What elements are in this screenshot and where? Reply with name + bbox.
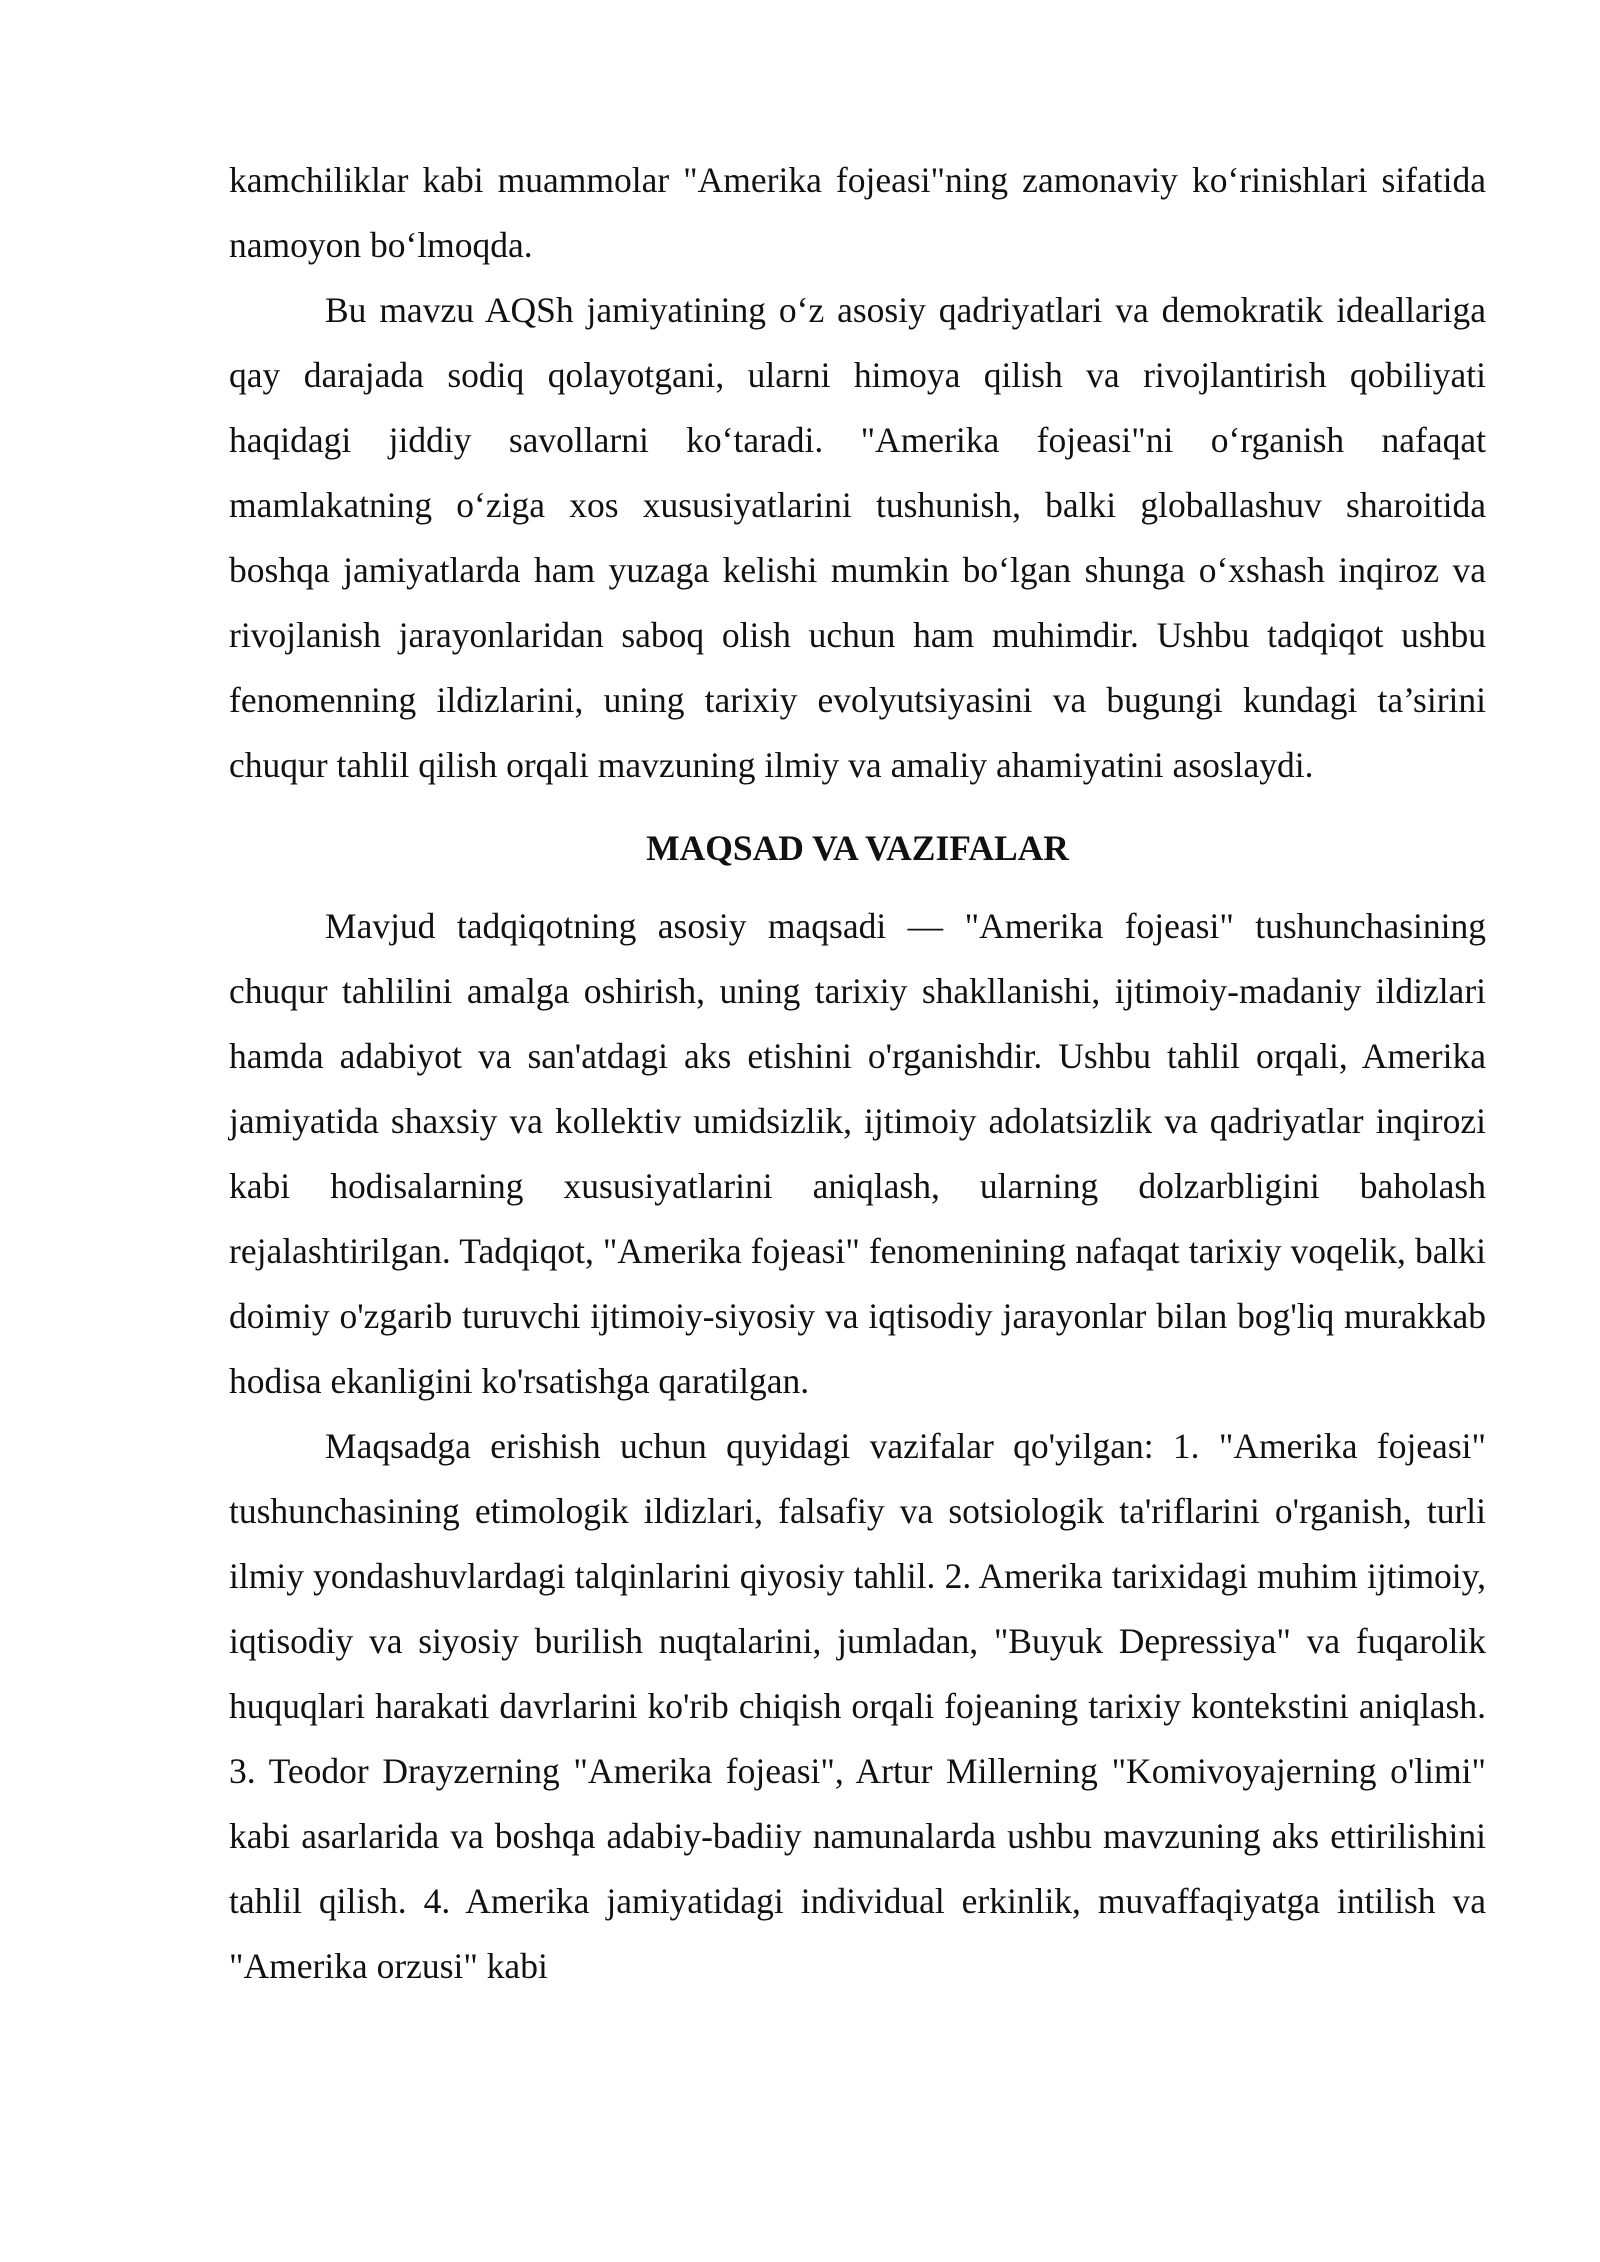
section-heading: MAQSAD VA VAZIFALAR [646,828,1069,868]
paragraph-goal: Mavjud tadqiqotning asosiy maqsadi — "Amerika fojeasi" tushunchasining chuqur tahlilini amalga oshirish, uning tarixiy shakllanishi, ijtimoiy-madaniy ildizlari hamda adabiyot va san'atdagi aks etishini o'rganishdir. Ushbu tahlil orqali, Amerika jamiyatida shaxsiy va kollektiv umidsizlik, ijtimoiy adolatsizlik va qadriyatlar inqirozi kabi hodisalarning xususiyatlarini aniqlash, ularning dolzarbligini baholash rejalashtirilgan. Tadqiqot, "Amerika fojeasi" fenomenining nafaqat tarixiy voqelik, balki doimiy o'zgarib turuvchi ijtimoiy-siyosiy va iqtisodiy jarayonlar bilan bog'liq murakkab hodisa ekanligini ko'rsatishga qaratilgan. [229,906,1486,1401]
document-page [229,148,1486,1999]
paragraph-significance: Bu mavzu AQSh jamiyatining o‘z asosiy qadriyatlari va demokratik ideallariga qay darajada sodiq qolayotgani, ularni himoya qilish va rivojlantirish qobiliyati haqidagi jiddiy savollarni ko‘taradi. "Amerika fojeasi"ni o‘rganish nafaqat mamlakatning o‘ziga xos xususiyatlarini tushunish, balki globallashuv sharoitida boshqa jamiyatlarda ham yuzaga kelishi mumkin bo‘lgan shunga o‘xshash inqiroz va rivojlanish jarayonlaridan saboq olish uchun ham muhimdir. Ushbu tadqiqot ushbu fenomenning ildizlarini, uning tarixiy evolyutsiyasini va bugungi kundagi ta’sirini chuqur tahlil qilish orqali mavzuning ilmiy va amaliy ahamiyatini asoslaydi. [229,290,1486,785]
paragraph-tasks: Maqsadga erishish uchun quyidagi vazifalar qo'yilgan: 1. "Amerika fojeasi" tushunchasining etimologik ildizlari, falsafiy va sotsiologik ta'riflarini o'rganish, turli ilmiy yondashuvlardagi talqinlarini qiyosiy tahlil. 2. Amerika tarixidagi muhim ijtimoiy, iqtisodiy va siyosiy burilish nuqtalarini, jumladan, "Buyuk Depressiya" va fuqarolik huquqlari harakati davrlarini ko'rib chiqish orqali fojeaning tarixiy kontekstini aniqlash. 3. Teodor Drayzerning "Amerika fojeasi", Artur Millerning "Komivoyajerning o'limi" kabi asarlarida va boshqa adabiy-badiiy namunalarda ushbu mavzuning aks ettirilishini tahlil qilish. 4. Amerika jamiyatidagi individual erkinlik, muvaffaqiyatga intilish va "Amerika orzusi" kabi [229,1426,1486,1986]
paragraph-continuation: kamchiliklar kabi muammolar "Amerika fojeasi"ning zamonaviy ko‘rinishlari sifatida namoyon bo‘lmoqda. [229,160,1486,265]
